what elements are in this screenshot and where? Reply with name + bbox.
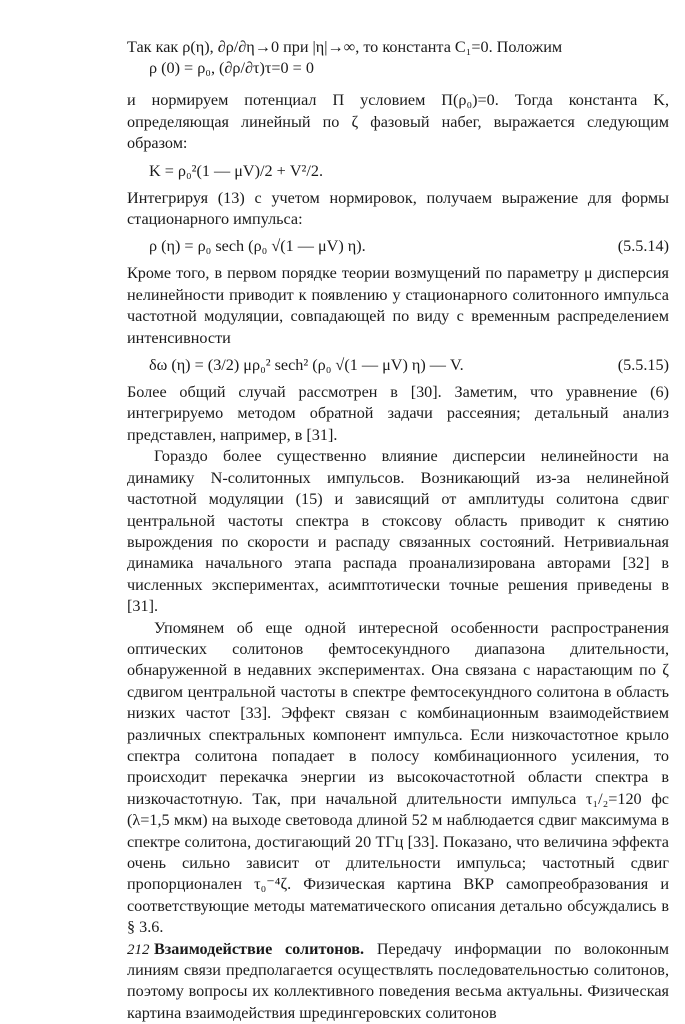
paragraph-3: Интегрируя (13) с учетом нормировок, получаем выражение для формы стационарного импульса:	[127, 188, 669, 229]
equation-number: (5.5.15)	[617, 356, 669, 375]
paragraph-8	[127, 939, 669, 1024]
equation-number: (5.5.14)	[617, 237, 669, 256]
paragraph-4: Кроме того, в первом порядке теории возмущений по параметру μ дисперсия нелинейности приводит к появлению у стационарного солитонного импульса частотной модуляции, совпадающей по виду с временным распределением интенсивности	[127, 264, 669, 347]
paragraph-1: Так как ρ(η), ∂ρ/∂η→0 при |η|→∞, то константа C₁=0. Положим	[127, 38, 563, 56]
equation-formula: δω (η) = (3/2) μρ₀² sech² (ρ₀ √(1 — μV) η) — V.	[149, 356, 464, 375]
equation-formula: K = ρ₀²(1 — μV)/2 + V²/2.	[149, 161, 324, 180]
equation-5-5-14	[127, 236, 669, 258]
paragraph-7: Упомянем об еще одной интересной особенности распространения оптических солитонов фемтосекундного диапазона длительности, обнаруженной в недавних экспериментах. Она связана с нарастающим по ζ сдвигом центральной частоты в спектре фемтосекундного солитона в область низких частот [33]. Эффект связан с комбинационным взаимодействием различных спектральных компонент импульса. Если низкочастотное крыло спектра солитона попадает в полосу комбинационного усиления, то происходит перекачка энергии из высокочастотной области спектра в низкочастотную. Так, при начальной длительности импульса τ₁/₂=120 фс (λ=1,5 мкм) на выходе световода длиной 52 м наблюдается сдвиг максимума в спектре солитона, достигающий 20 ТГц [33]. Показано, что величина эффекта очень сильно зависит от длительности импульса; частотный сдвиг пропорционален τ₀⁻⁴ζ. Физическая картина ВКР самопреобразования и соответствующие методы математического описания детально обсуждались в § 3.6.	[127, 618, 669, 937]
paragraph-2: и нормируем потенциал Π условием Π(ρ₀)=0. Тогда константа K, определяющая линейный по ζ фазовый набег, выражается следующим образом:	[127, 91, 669, 153]
equation-5-5-15	[127, 355, 669, 377]
paragraph-8-text: Передачу информации по волоконным линиям связи предполагается осуществлять последовательностью солитонов, поэтому вопросы их коллективного поведения весьма актуальны. Физическая картина взаимодействия шредингеровских солитонов	[127, 939, 669, 1022]
paragraph-5: Более общий случай рассмотрен в [30]. Заметим, что уравнение (6) интегрируемо методом обратной задачи рассеяния; детальный анализ представлен, например, в [31].	[127, 383, 669, 444]
equation-k	[127, 161, 669, 183]
equation-initial-conditions	[127, 58, 669, 80]
page-body	[127, 37, 669, 1024]
section-run-in-heading: Взаимодействие солитонов.	[154, 939, 365, 958]
equation-formula: ρ (0) = ρ₀, (∂ρ/∂τ)τ=0 = 0	[149, 59, 314, 78]
equation-formula: ρ (η) = ρ₀ sech (ρ₀ √(1 — μV) η).	[149, 237, 366, 256]
page-number: 212	[127, 942, 150, 958]
paragraph-6: Гораздо более существенно влияние дисперсии нелинейности на динамику N-солитонных импульсов. Возникающий из-за нелинейной частотной модуляции (15) и зависящий от амплитуды солитона сдвиг центральной частоты спектра в стоксову область приводит к снятию вырождения по скорости и распаду связанных состояний. Нетривиальная динамика начального этапа распада проанализирована авторами [32] в численных экспериментах, асимптотически точные решения приведены в [31].	[127, 447, 669, 616]
